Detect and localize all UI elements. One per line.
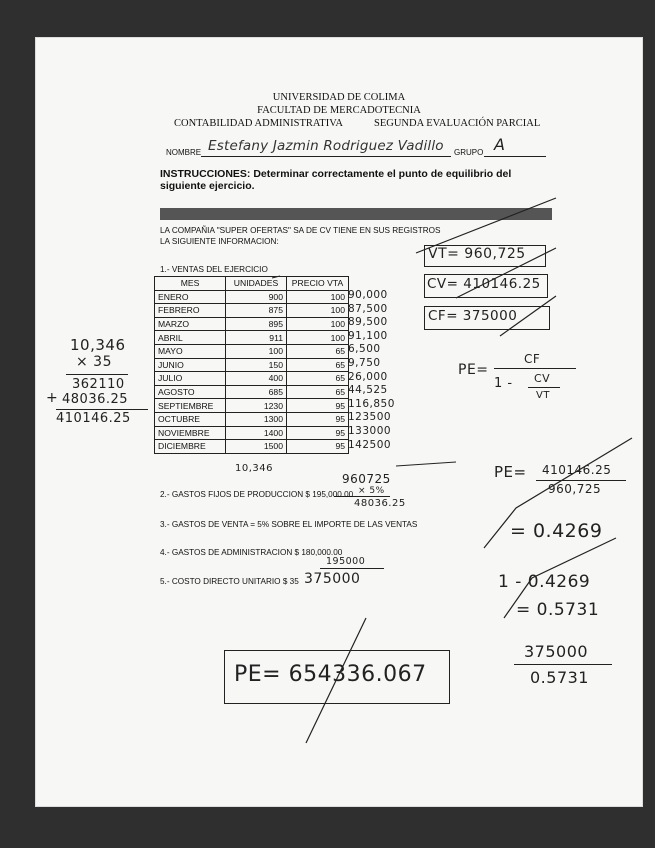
cell-unidades: 1500 [226, 440, 287, 454]
cell-unidades: 911 [226, 331, 287, 345]
row-total: 90,000 [348, 289, 388, 301]
pe2-den: 960,725 [548, 482, 602, 496]
item-gastos-fijos: 2.- GASTOS FIJOS DE PRODUCCION $ 195,000.00 [160, 490, 354, 499]
row-total: 116,850 [348, 397, 395, 410]
name-label: NOMBRE [166, 148, 202, 157]
item-costo-directo: 5.- COSTO DIRECTO UNITARIO $ 35 [160, 577, 299, 586]
admin-add: 195000 [326, 556, 366, 567]
company-line1: LA COMPAÑIA "SUPER OFERTAS" SA DE CV TIENE EN SUS REGISTROS [160, 226, 441, 235]
mult-d: 48036.25 [62, 392, 129, 407]
underline-stroke [396, 462, 456, 466]
cell-precio: 95 [287, 412, 349, 426]
cell-mes: FEBRERO [155, 304, 226, 318]
check-stroke-5 [504, 538, 616, 618]
cell-unidades: 150 [226, 358, 287, 372]
cell-mes: NOVIEMBRE [155, 426, 226, 440]
mult-e: 410146.25 [56, 411, 131, 426]
row-total: 26,000 [348, 370, 388, 383]
cv-value: CV= 410146.25 [427, 276, 541, 292]
cell-unidades: 1400 [226, 426, 287, 440]
mult-a: 10,346 [70, 336, 126, 354]
frac-den: 0.5731 [530, 668, 589, 687]
col-mes: MES [155, 277, 226, 291]
mult-plus: + [46, 390, 59, 406]
diff: = 0.5731 [516, 600, 600, 620]
cell-mes: OCTUBRE [155, 412, 226, 426]
check-stroke-4 [484, 438, 632, 548]
cell-precio: 95 [287, 426, 349, 440]
cell-precio: 100 [287, 317, 349, 331]
cell-precio: 65 [287, 385, 349, 399]
cell-mes: JULIO [155, 372, 226, 386]
cell-mes: DICIEMBRE [155, 440, 226, 454]
frac-num: 375000 [524, 642, 589, 661]
cell-unidades: 900 [226, 290, 287, 304]
col-precio: PRECIO VTA [287, 277, 349, 291]
item-gastos-admin: 4.- GASTOS DE ADMINISTRACION $ 180,000.00 [160, 548, 343, 557]
row-total: 142500 [348, 438, 392, 451]
row-total: 9,750 [348, 357, 381, 369]
row-total: 87,500 [348, 302, 388, 315]
cell-precio: 100 [287, 290, 349, 304]
cell-mes: JUNIO [155, 358, 226, 372]
pe-cv: CV [534, 372, 551, 385]
ratio: = 0.4269 [510, 520, 603, 542]
col-unidades: UNIDADES [226, 277, 287, 291]
check-stroke-6 [306, 618, 366, 743]
sales-total: 960725 [342, 472, 391, 486]
student-name: Estefany Jazmin Rodriguez Vadillo [208, 138, 444, 154]
pe-vt: VT [536, 390, 550, 401]
group-label: GRUPO [454, 148, 484, 157]
instructions-title: INSTRUCCIONES: [160, 168, 251, 180]
cell-precio: 65 [287, 344, 349, 358]
cell-unidades: 685 [226, 385, 287, 399]
cell-unidades: 875 [226, 304, 287, 318]
cell-mes: ABRIL [155, 331, 226, 345]
tick-mark [272, 276, 280, 278]
university-title: UNIVERSIDAD DE COLIMA [272, 92, 406, 103]
group-value: A [494, 135, 506, 154]
cell-precio: 100 [287, 304, 349, 318]
cell-unidades: 1230 [226, 399, 287, 413]
cell-precio: 65 [287, 372, 349, 386]
cell-mes: MARZO [155, 317, 226, 331]
pct-result: 48036.25 [354, 498, 406, 509]
result-value: PE= 654336.067 [234, 662, 427, 687]
costo-total: 375000 [304, 571, 361, 587]
ventas-title: 1.- VENTAS DEL EJERCICIO [160, 265, 268, 274]
one-minus: 1 - 0.4269 [498, 572, 591, 592]
cell-unidades: 895 [226, 317, 287, 331]
exam-sheet [36, 38, 642, 806]
cell-mes: ENERO [155, 290, 226, 304]
pe-den-one: 1 - [494, 376, 513, 391]
mult-b: × 35 [76, 354, 112, 370]
pe2-label: PE= [494, 463, 527, 481]
cell-precio: 100 [287, 331, 349, 345]
cell-unidades: 1300 [226, 412, 287, 426]
cell-mes: AGOSTO [155, 385, 226, 399]
row-total: 91,100 [348, 329, 388, 342]
check-stroke-2 [456, 248, 556, 298]
row-total: 6,500 [348, 343, 381, 356]
cell-mes: MAYO [155, 344, 226, 358]
cell-precio: 95 [287, 399, 349, 413]
cell-mes: SEPTIEMBRE [155, 399, 226, 413]
instructions-line2: siguiente ejercicio. [160, 180, 255, 192]
mult-c: 362110 [72, 377, 125, 392]
cell-precio: 65 [287, 358, 349, 372]
hand-strokes [36, 38, 642, 806]
units-total: 10,346 [235, 463, 273, 474]
cell-unidades: 400 [226, 372, 287, 386]
row-total: 44,525 [348, 384, 388, 397]
company-line2: LA SIGUIENTE INFORMACION: [160, 237, 279, 246]
cell-precio: 95 [287, 440, 349, 454]
sales-pct: × 5% [358, 486, 385, 496]
course-title: CONTABILIDAD ADMINISTRATIVA [174, 118, 344, 129]
vt-value: VT= 960,725 [428, 246, 526, 262]
check-stroke-3 [500, 296, 556, 336]
pe2-num: 410146.25 [542, 463, 612, 477]
row-total: 133000 [348, 425, 392, 437]
check-stroke-1 [416, 198, 556, 253]
faculty-title: FACULTAD DE MERCADOTECNIA [257, 105, 421, 116]
cell-unidades: 100 [226, 344, 287, 358]
exam-title: SEGUNDA EVALUACIÓN PARCIAL [374, 118, 541, 129]
cf-value: CF= 375000 [428, 308, 518, 324]
row-total: 123500 [348, 411, 392, 424]
item-gastos-venta: 3.- GASTOS DE VENTA = 5% SOBRE EL IMPORTE DE LAS VENTAS [160, 520, 418, 529]
pe-label: PE= [458, 362, 489, 378]
pe-num: CF [524, 352, 541, 366]
row-total: 89,500 [348, 316, 388, 329]
instructions-line1: Determinar correctamente el punto de equilibrio del [253, 168, 512, 180]
